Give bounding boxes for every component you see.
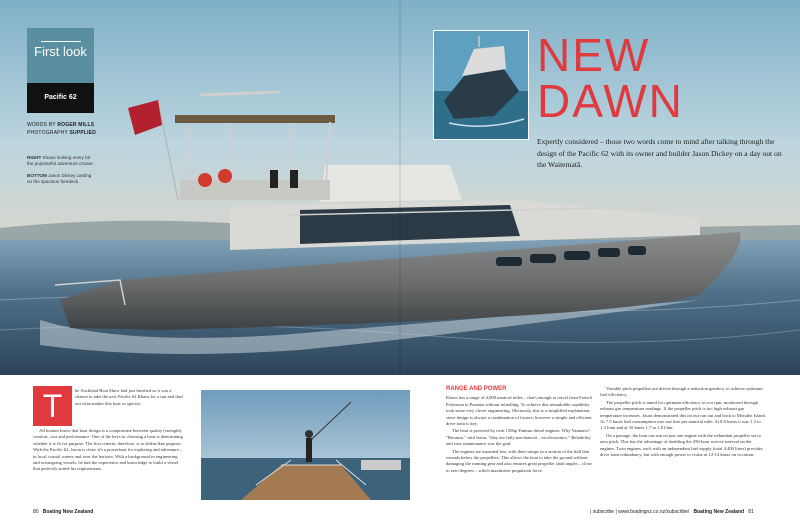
paragraph: On a passage, the boat can run on just one engine with the redundant propeller set to zero pitch. This has the advantage of doubling the 250-hour service interval on the engines. Twin engines, each with an independent fuel supply (total 4,400 litres) provides drive train redundancy, but with enough power to cruise at 12-14 knots on occasion. <box>600 432 763 458</box>
fishing-photo <box>201 390 410 500</box>
paragraph: Variable pitch propellers are driven through a reduction gearbox, to achieve optimum fuel efficiency. <box>600 386 763 398</box>
drop-cap: T <box>33 386 72 426</box>
caption-tag: RIGHT <box>27 155 42 160</box>
inset-photo <box>433 30 529 140</box>
words-label: WORDS BY <box>27 122 56 128</box>
badge-label: First look <box>34 44 87 59</box>
body-column-1 <box>33 428 185 474</box>
paragraph: The engines are mounted low, with their sumps in a section of the hull that extends below the propellers. This allows the boat to take the ground without damaging the running gear and also ensures great propeller shaft angles – close to zero degrees – which maximises propulsion force. <box>446 448 592 473</box>
paragraph: Khaos has a range of 4,000 nautical miles – that's enough to travel from French Polynesia to Panama without refuelling. To achieve this remarkable capability took some very clever engineering. Obviously, this is a simplified explanation, since design is always a combination of factors; however a simple and efficient drive train is key. <box>446 395 592 427</box>
author-name: ROGER MILLS <box>57 122 95 128</box>
headline <box>537 29 787 127</box>
paragraph: The propeller pitch is tuned for optimum efficiency at wot rpm, monitored through exhaust gas temperature readings. If the propeller pitch is too high exhaust gas temperature increases. Jason demonstrated this on our run out and back to Motuihe Island. At 7.5 knots fuel consumption was one litre per nautical mile. At 8.0 knots it was 1.2 to 1.3 l/nm and at 10 knots 1.7 to 1.8 l/nm. <box>600 399 766 431</box>
body-column-3 <box>446 386 592 475</box>
badge-top <box>27 28 94 83</box>
publication-name: Boating New Zealand <box>693 509 745 515</box>
page-number-right: 81 <box>748 509 754 515</box>
section-heading: RANGE AND POWER <box>446 386 507 392</box>
lead-paragraph: he Auckland Boat Show had just finished so it was a chance to take the new Pacific 62 Khaos for a run and find out what makes this boat so special. <box>75 388 183 406</box>
photo-captions <box>27 155 97 191</box>
standfirst: Expertly considered – those two words come to mind after talking through the design of the Pacific 62 with its owner and builder Jason Dickey on a day out on the Waitematā. <box>537 137 782 169</box>
caption-tag: BOTTOM <box>27 173 47 178</box>
photographer-name: SUPPLIED <box>69 130 97 136</box>
badge-rule <box>41 41 81 42</box>
publication-name: Boating New Zealand <box>42 509 94 515</box>
caption-bottom <box>27 173 97 185</box>
subscribe-link[interactable]: | subscribe | www.boatingnz.co.nz/subscribe/ <box>590 509 690 515</box>
badge-model: Pacific 62 <box>27 83 94 113</box>
paragraph: All boaties know that boat design is a compromise between quality (strength), comfort, cost and performance. One of the keys to choosing a boat is determining whether it is fit for purpose. The first criteria, therefore, is to define that purpose. With the Pacific 62, Jason is clear: it's a powerboat for exploring and adventure – in local coastal waters and over the horizon. With a background in engineering and oceangoing vessels, he had the experience and knowledge to build a vessel that perfectly suited his requirements. <box>33 428 183 472</box>
body-column-lead <box>75 388 185 408</box>
footer-right <box>590 509 754 515</box>
photo-label: PHOTOGRAPHY <box>27 130 68 136</box>
caption-text: Jason Dickey casting on the spacious foredeck. <box>27 173 92 184</box>
headline-line-2: DAWN <box>537 75 684 127</box>
caption-text: Khaos looking every bit the purposeful adventure cruiser. <box>27 155 94 166</box>
section-badge <box>27 28 94 113</box>
headline-line-1: NEW <box>537 29 651 81</box>
byline <box>27 121 96 137</box>
paragraph: The boat is powered by twin 150hp Yanmar diesel engines. Why Yanmars? "Because," said Jason, "they are fully mechanical – no electronics." Reliability and easy maintenance was the goal. <box>446 428 591 447</box>
page-number-left: 80 <box>33 509 39 515</box>
footer-left <box>33 509 93 515</box>
caption-right <box>27 155 97 167</box>
body-column-4 <box>600 386 766 459</box>
